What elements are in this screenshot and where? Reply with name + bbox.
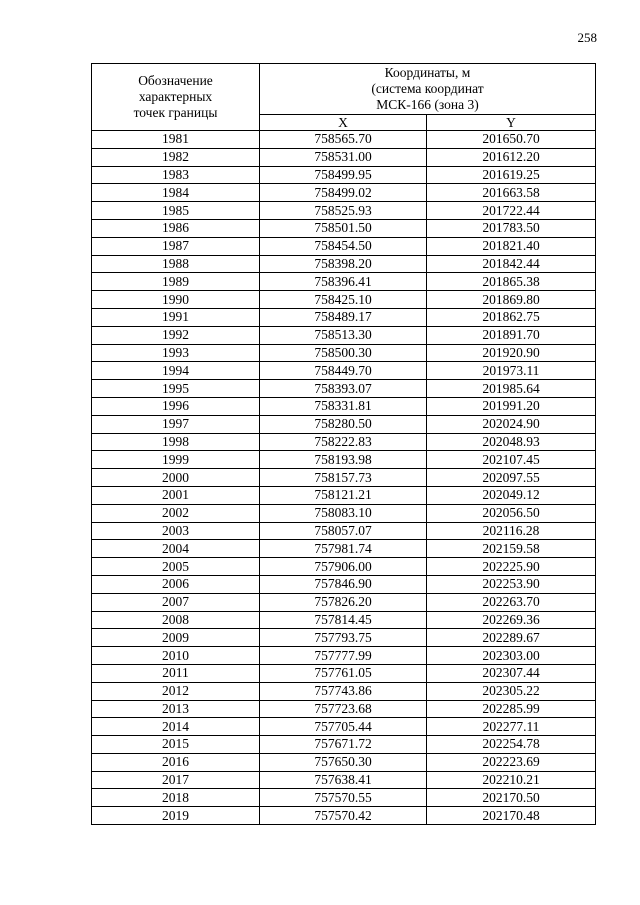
x-coordinate-cell: 757906.00: [260, 558, 427, 576]
table-row: [92, 789, 596, 807]
table-row: [92, 397, 596, 415]
y-coordinate-cell: 201821.40: [427, 237, 596, 255]
table-row: [92, 291, 596, 309]
table-row: [92, 558, 596, 576]
x-coordinate-cell: 758398.20: [260, 255, 427, 273]
x-coordinate-cell: 758499.02: [260, 184, 427, 202]
point-cell: 2017: [92, 771, 260, 789]
table-row: [92, 184, 596, 202]
point-cell: 2009: [92, 629, 260, 647]
x-coordinate-cell: 757814.45: [260, 611, 427, 629]
table-row: [92, 273, 596, 291]
x-coordinate-cell: 758425.10: [260, 291, 427, 309]
y-coordinate-cell: 202254.78: [427, 736, 596, 754]
point-cell: 2006: [92, 575, 260, 593]
point-cell: 1990: [92, 291, 260, 309]
y-coordinate-cell: 201891.70: [427, 326, 596, 344]
y-coordinate-cell: 201663.58: [427, 184, 596, 202]
point-cell: 1991: [92, 308, 260, 326]
point-cell: 2004: [92, 540, 260, 558]
y-coordinate-cell: 201722.44: [427, 202, 596, 220]
table-row: [92, 415, 596, 433]
y-coordinate-cell: 202223.69: [427, 753, 596, 771]
y-coordinate-cell: 202305.22: [427, 682, 596, 700]
x-coordinate-cell: 757793.75: [260, 629, 427, 647]
point-cell: 2015: [92, 736, 260, 754]
table-row: [92, 380, 596, 398]
y-coordinate-cell: 202269.36: [427, 611, 596, 629]
table-row: [92, 308, 596, 326]
y-coordinate-cell: 202225.90: [427, 558, 596, 576]
point-cell: 2008: [92, 611, 260, 629]
y-coordinate-cell: 202048.93: [427, 433, 596, 451]
x-coordinate-cell: 758513.30: [260, 326, 427, 344]
y-coordinate-cell: 202307.44: [427, 664, 596, 682]
x-coordinate-cell: 758157.73: [260, 469, 427, 487]
table-body: [92, 131, 596, 825]
table-row: [92, 522, 596, 540]
point-cell: 2018: [92, 789, 260, 807]
x-coordinate-cell: 757846.90: [260, 575, 427, 593]
table-row: [92, 148, 596, 166]
y-coordinate-cell: 201612.20: [427, 148, 596, 166]
point-cell: 1989: [92, 273, 260, 291]
table-row: [92, 451, 596, 469]
y-coordinate-cell: 202285.99: [427, 700, 596, 718]
table-row: [92, 647, 596, 665]
y-coordinate-cell: 202253.90: [427, 575, 596, 593]
y-coordinate-cell: 201973.11: [427, 362, 596, 380]
point-cell: 1982: [92, 148, 260, 166]
y-coordinate-cell: 201619.25: [427, 166, 596, 184]
point-cell: 2011: [92, 664, 260, 682]
point-cell: 1987: [92, 237, 260, 255]
table-row: [92, 255, 596, 273]
y-coordinate-cell: 201862.75: [427, 308, 596, 326]
point-cell: 2012: [92, 682, 260, 700]
table-row: [92, 486, 596, 504]
x-coordinate-cell: 757743.86: [260, 682, 427, 700]
table-row: [92, 682, 596, 700]
table-row: [92, 718, 596, 736]
table-row: [92, 469, 596, 487]
y-coordinate-cell: 202097.55: [427, 469, 596, 487]
point-cell: 1993: [92, 344, 260, 362]
x-coordinate-cell: 758489.17: [260, 308, 427, 326]
table-row: [92, 344, 596, 362]
y-coordinate-cell: 202056.50: [427, 504, 596, 522]
y-coordinate-cell: 202170.48: [427, 807, 596, 825]
y-coordinate-cell: 202116.28: [427, 522, 596, 540]
table-row: [92, 504, 596, 522]
x-coordinate-cell: 758280.50: [260, 415, 427, 433]
x-coordinate-cell: 758396.41: [260, 273, 427, 291]
y-coordinate-cell: 202303.00: [427, 647, 596, 665]
table-row: [92, 362, 596, 380]
x-coordinate-cell: 758193.98: [260, 451, 427, 469]
x-coordinate-cell: 758393.07: [260, 380, 427, 398]
table-row: [92, 664, 596, 682]
table-row: [92, 771, 596, 789]
x-coordinate-cell: 758565.70: [260, 131, 427, 149]
table-row: [92, 219, 596, 237]
table-row: [92, 700, 596, 718]
table-row: [92, 326, 596, 344]
point-cell: 2013: [92, 700, 260, 718]
y-coordinate-cell: 201865.38: [427, 273, 596, 291]
x-coordinate-cell: 758454.50: [260, 237, 427, 255]
y-coordinate-cell: 201985.64: [427, 380, 596, 398]
point-cell: 1986: [92, 219, 260, 237]
point-cell: 1997: [92, 415, 260, 433]
page-number: 258: [577, 30, 597, 45]
x-coordinate-cell: 757650.30: [260, 753, 427, 771]
table-row: [92, 736, 596, 754]
x-coordinate-cell: 758501.50: [260, 219, 427, 237]
x-coordinate-cell: 758331.81: [260, 397, 427, 415]
y-coordinate-cell: 202277.11: [427, 718, 596, 736]
point-cell: 1999: [92, 451, 260, 469]
table-header: [92, 64, 596, 131]
table-row: [92, 575, 596, 593]
header-row: [92, 64, 596, 115]
y-coordinate-cell: 201869.80: [427, 291, 596, 309]
x-coordinate-cell: 758222.83: [260, 433, 427, 451]
y-coordinate-cell: 201920.90: [427, 344, 596, 362]
y-coordinate-cell: 201991.20: [427, 397, 596, 415]
point-cell: 1994: [92, 362, 260, 380]
x-coordinate-cell: 758083.10: [260, 504, 427, 522]
table-row: [92, 593, 596, 611]
table-row: [92, 166, 596, 184]
table-row: [92, 202, 596, 220]
point-cell: 2010: [92, 647, 260, 665]
x-coordinate-cell: 758500.30: [260, 344, 427, 362]
point-cell: 1988: [92, 255, 260, 273]
y-coordinate-cell: 201650.70: [427, 131, 596, 149]
table-row: [92, 629, 596, 647]
point-cell: 2003: [92, 522, 260, 540]
x-coordinate-cell: 758057.07: [260, 522, 427, 540]
x-coordinate-cell: 757638.41: [260, 771, 427, 789]
table-row: [92, 237, 596, 255]
x-coordinate-cell: 757981.74: [260, 540, 427, 558]
x-column-header: X: [260, 115, 427, 131]
point-cell: 1995: [92, 380, 260, 398]
point-cell: 1984: [92, 184, 260, 202]
x-coordinate-cell: 757570.42: [260, 807, 427, 825]
y-coordinate-cell: 202049.12: [427, 486, 596, 504]
x-coordinate-cell: 758449.70: [260, 362, 427, 380]
x-coordinate-cell: 757826.20: [260, 593, 427, 611]
y-column-header: Y: [427, 115, 596, 131]
y-coordinate-cell: 202289.67: [427, 629, 596, 647]
point-cell: 2002: [92, 504, 260, 522]
y-coordinate-cell: 202107.45: [427, 451, 596, 469]
x-coordinate-cell: 758121.21: [260, 486, 427, 504]
x-coordinate-cell: 757723.68: [260, 700, 427, 718]
x-coordinate-cell: 757570.55: [260, 789, 427, 807]
point-designation-header: Обозначение характерных точек границы: [92, 64, 260, 131]
point-cell: 1983: [92, 166, 260, 184]
point-cell: 2001: [92, 486, 260, 504]
y-coordinate-cell: 202210.21: [427, 771, 596, 789]
y-coordinate-cell: 201783.50: [427, 219, 596, 237]
point-cell: 2000: [92, 469, 260, 487]
y-coordinate-cell: 202024.90: [427, 415, 596, 433]
table-row: [92, 611, 596, 629]
x-coordinate-cell: 757777.99: [260, 647, 427, 665]
x-coordinate-cell: 758499.95: [260, 166, 427, 184]
point-cell: 2019: [92, 807, 260, 825]
point-cell: 2007: [92, 593, 260, 611]
y-coordinate-cell: 202263.70: [427, 593, 596, 611]
point-cell: 1998: [92, 433, 260, 451]
x-coordinate-cell: 758525.93: [260, 202, 427, 220]
y-coordinate-cell: 202159.58: [427, 540, 596, 558]
point-cell: 2005: [92, 558, 260, 576]
coordinates-header: Координаты, м (система координат МСК-166 (зона 3): [260, 64, 596, 115]
point-cell: 1981: [92, 131, 260, 149]
y-coordinate-cell: 201842.44: [427, 255, 596, 273]
table-row: [92, 807, 596, 825]
point-cell: 2016: [92, 753, 260, 771]
point-cell: 2014: [92, 718, 260, 736]
table-row: [92, 753, 596, 771]
point-cell: 1996: [92, 397, 260, 415]
x-coordinate-cell: 757761.05: [260, 664, 427, 682]
x-coordinate-cell: 758531.00: [260, 148, 427, 166]
coordinates-table: [91, 63, 596, 825]
point-cell: 1992: [92, 326, 260, 344]
x-coordinate-cell: 757705.44: [260, 718, 427, 736]
table-row: [92, 540, 596, 558]
x-coordinate-cell: 757671.72: [260, 736, 427, 754]
table-row: [92, 433, 596, 451]
point-cell: 1985: [92, 202, 260, 220]
table-row: [92, 131, 596, 149]
y-coordinate-cell: 202170.50: [427, 789, 596, 807]
